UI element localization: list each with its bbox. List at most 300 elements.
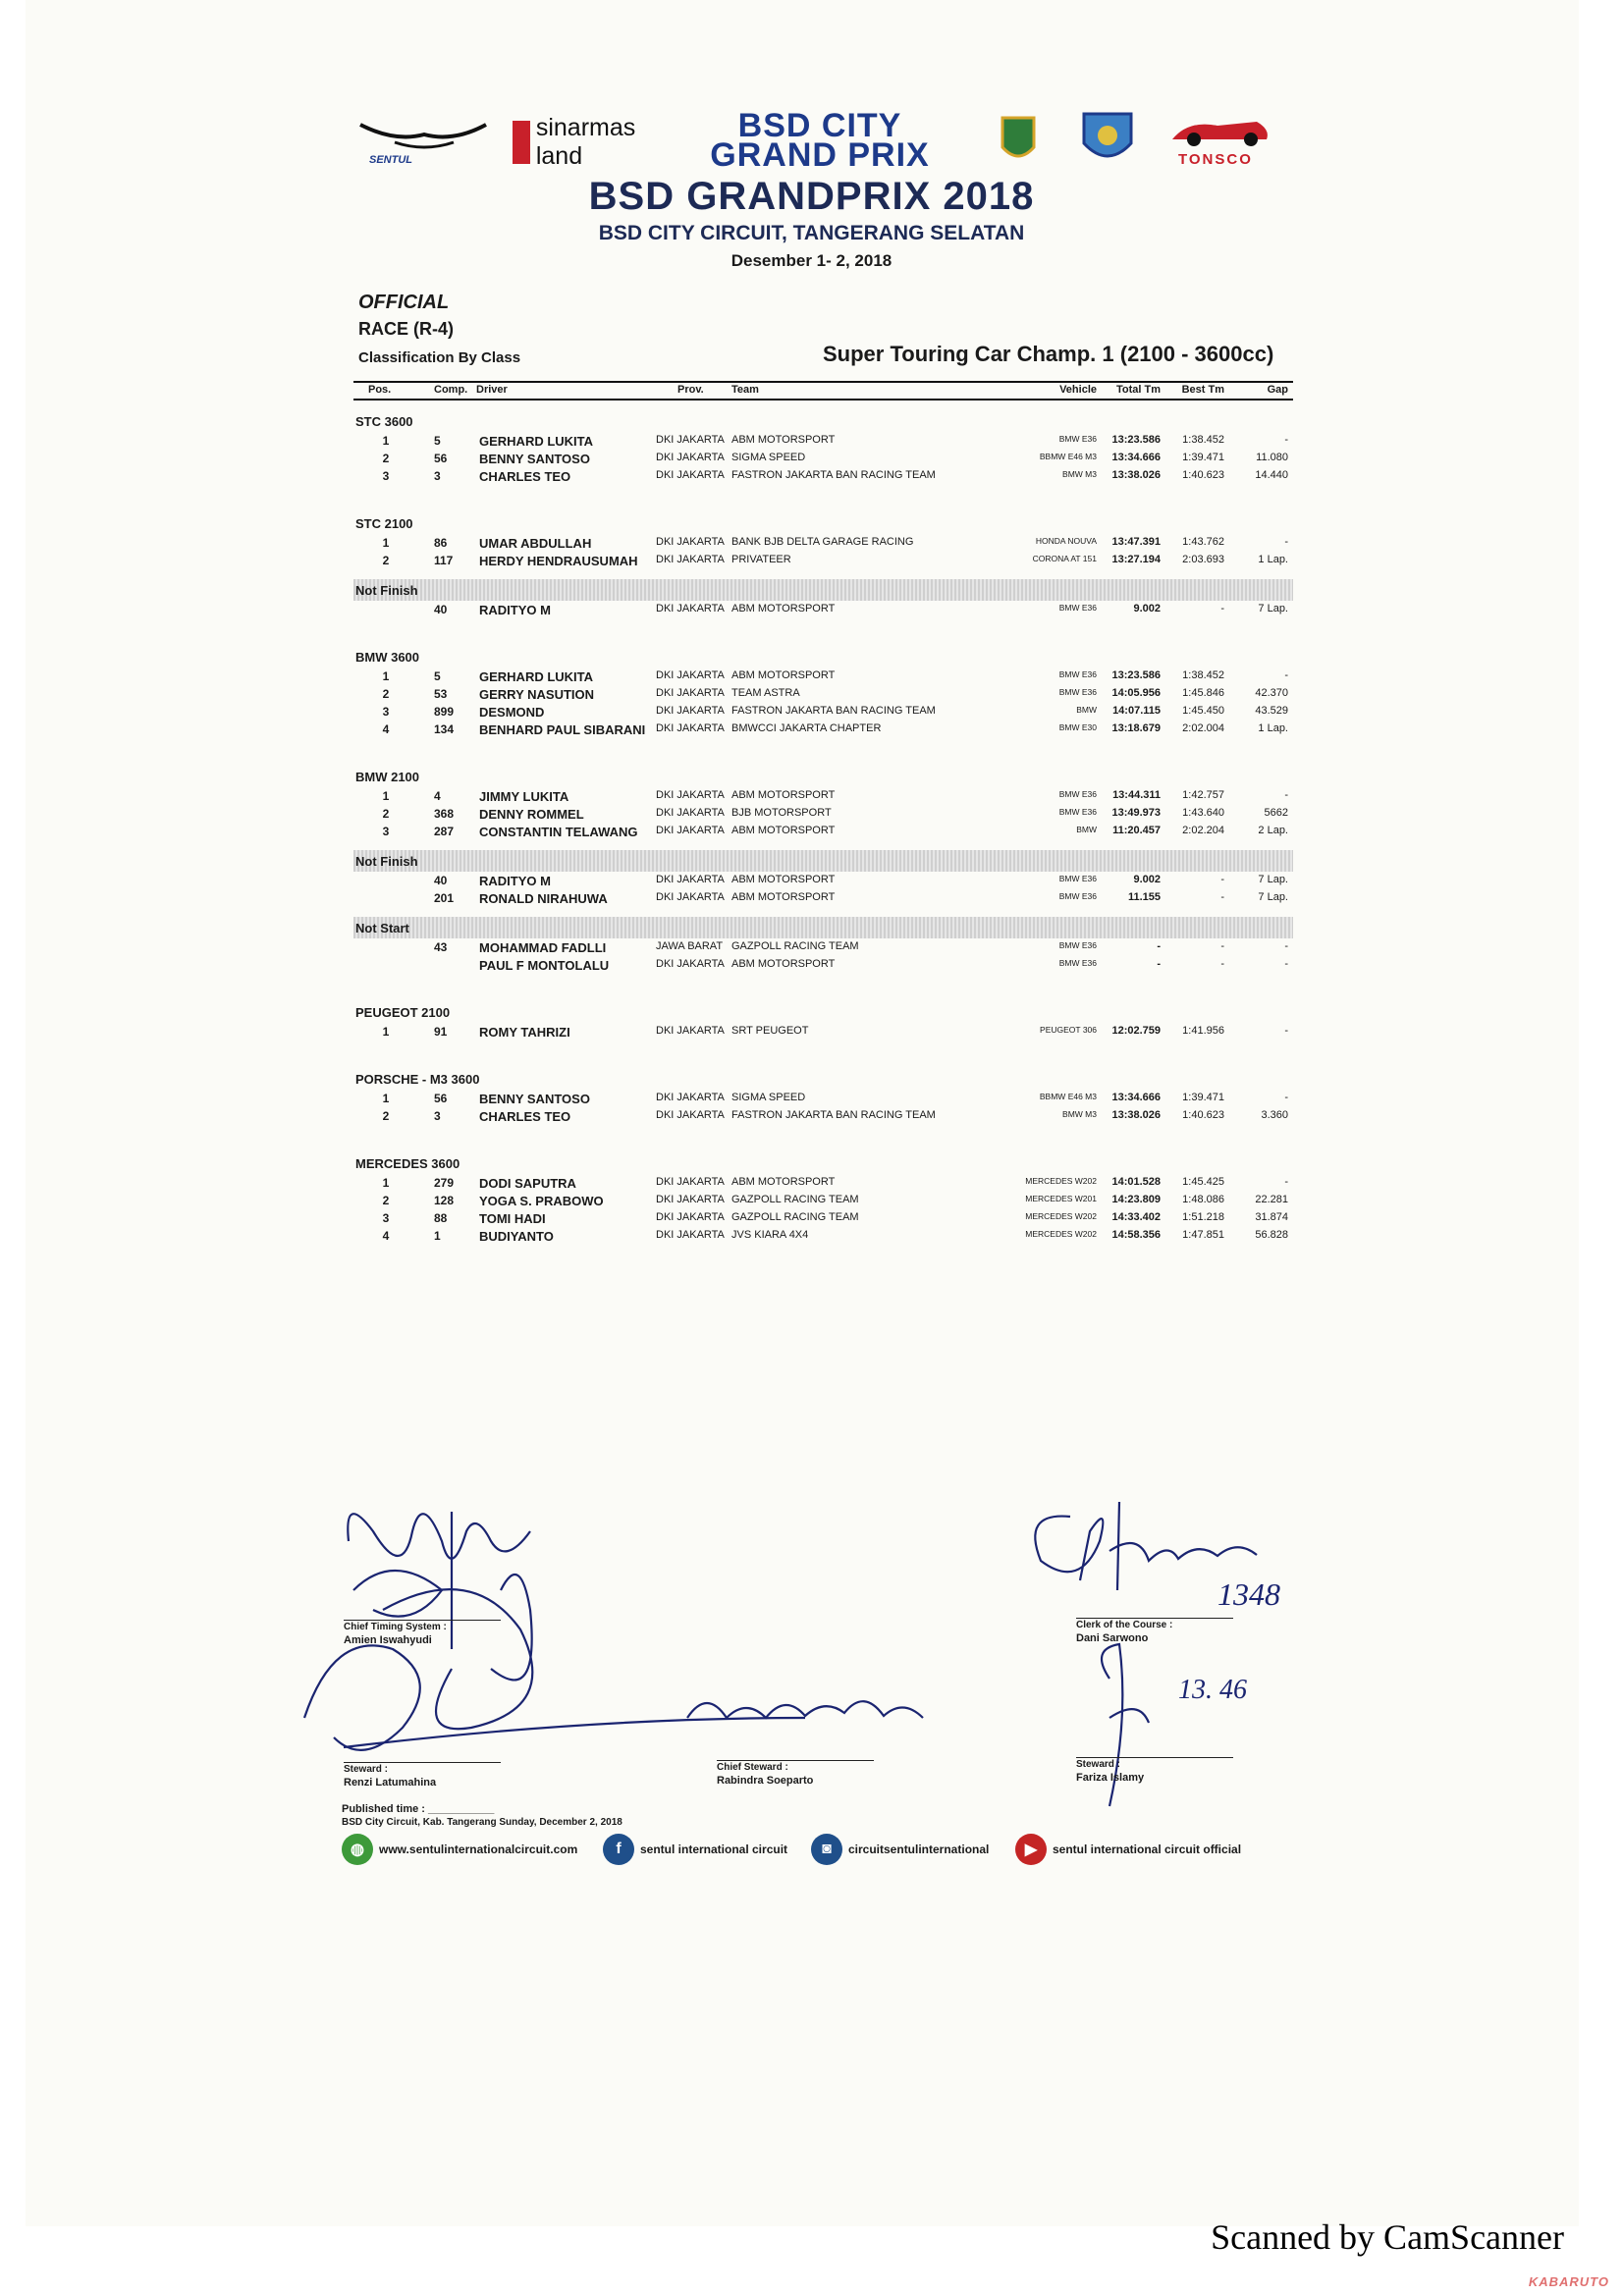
section-spacer [353, 738, 1293, 766]
cell-vehicle: BMW E36 [1058, 669, 1097, 679]
cell-total: 14:05.956 [1111, 687, 1161, 699]
section-title: STC 2100 [355, 516, 413, 531]
cell-prov: DKI JAKARTA [656, 1109, 725, 1121]
tonsco-logo-text: TONSCO [1178, 151, 1253, 168]
cell-driver: RADITYO M [479, 603, 551, 617]
table-row [353, 1107, 1293, 1125]
youtube-link[interactable] [1015, 1834, 1241, 1865]
cell-gap: 31.874 [1255, 1211, 1288, 1223]
section-header [353, 410, 1293, 432]
cell-comp: 201 [434, 891, 455, 905]
cell-vehicle: BMW E36 [1058, 434, 1097, 444]
cell-gap: - [1284, 669, 1288, 681]
section-spacer [353, 485, 1293, 512]
published-time: Published time : ___________ [342, 1803, 495, 1815]
sinarmasland-mark [513, 121, 530, 164]
cell-prov: DKI JAKARTA [656, 807, 725, 819]
col-driver: Driver [476, 384, 508, 396]
steward1-name: Renzi Latumahina [344, 1777, 437, 1789]
cell-pos: 2 [382, 807, 390, 821]
section-spacer [353, 974, 1293, 1001]
cell-driver: BUDIYANTO [479, 1229, 554, 1244]
table-row [353, 1023, 1293, 1041]
cell-prov: DKI JAKARTA [656, 825, 725, 836]
cell-best: 1:38.452 [1182, 669, 1224, 681]
cell-gap: 1 Lap. [1258, 554, 1288, 565]
cell-pos: 3 [382, 825, 390, 838]
cell-total: 13:27.194 [1111, 554, 1161, 565]
cell-prov: JAWA BARAT [656, 940, 724, 952]
page-edge [1579, 0, 1623, 2226]
cell-team: GAZPOLL RACING TEAM [731, 1194, 859, 1205]
facebook-icon: f [603, 1834, 634, 1865]
cell-best: - [1220, 958, 1224, 970]
cell-prov: DKI JAKARTA [656, 1229, 725, 1241]
cell-driver: CONSTANTIN TELAWANG [479, 825, 638, 839]
cell-vehicle: BMW E36 [1058, 958, 1097, 968]
cell-driver: HERDY HENDRAUSUMAH [479, 554, 638, 568]
cell-total: 13:23.586 [1111, 669, 1161, 681]
cell-best: 2:02.004 [1182, 722, 1224, 734]
col-best: Best Tm [1181, 384, 1224, 396]
cell-best: 1:45.450 [1182, 705, 1224, 717]
cell-comp: 128 [434, 1194, 455, 1207]
results-table [353, 381, 1293, 1245]
cell-driver: YOGA S. PRABOWO [479, 1194, 604, 1208]
cell-prov: DKI JAKARTA [656, 687, 725, 699]
cell-gap: 1 Lap. [1258, 722, 1288, 734]
cell-gap: 7 Lap. [1258, 874, 1288, 885]
cell-driver: BENNY SANTOSO [479, 452, 590, 466]
shield-icon [1080, 108, 1135, 169]
race-car-icon [1168, 110, 1274, 149]
clerk-name: Dani Sarwono [1076, 1632, 1149, 1644]
cell-best: 1:42.757 [1182, 789, 1224, 801]
cell-pos: 1 [382, 434, 390, 448]
club-shield-logo [1080, 108, 1135, 169]
cell-total: 11.155 [1127, 891, 1161, 903]
cell-driver: JIMMY LUKITA [479, 789, 569, 804]
facebook-link[interactable] [603, 1834, 787, 1865]
cell-pos: 1 [382, 669, 390, 683]
cell-gap: - [1284, 1092, 1288, 1103]
cell-best: 1:40.623 [1182, 469, 1224, 481]
cell-team: FASTRON JAKARTA BAN RACING TEAM [731, 1109, 936, 1121]
cell-team: SRT PEUGEOT [731, 1025, 809, 1037]
cell-total: 13:38.026 [1111, 469, 1161, 481]
cell-total: - [1157, 940, 1161, 952]
sinarmasland-logo-text: sinarmas land [535, 114, 636, 170]
cell-total: 13:18.679 [1111, 722, 1161, 734]
cell-best: - [1220, 891, 1224, 903]
cell-team: ABM MOTORSPORT [731, 434, 836, 446]
cell-vehicle: BBMW E46 M3 [1039, 1092, 1097, 1101]
cell-team: ABM MOTORSPORT [731, 603, 836, 614]
cell-gap: 22.281 [1255, 1194, 1288, 1205]
col-vehicle: Vehicle [1059, 384, 1097, 396]
cell-team: BMWCCI JAKARTA CHAPTER [731, 722, 882, 734]
cell-prov: DKI JAKARTA [656, 603, 725, 614]
championship-title: Super Touring Car Champ. 1 (2100 - 3600cc) [823, 342, 1274, 366]
website-text: www.sentulinternationalcircuit.com [379, 1842, 578, 1856]
cell-prov: DKI JAKARTA [656, 874, 725, 885]
table-row [353, 703, 1293, 721]
cell-prov: DKI JAKARTA [656, 1176, 725, 1188]
cell-driver: DESMOND [479, 705, 545, 720]
cell-prov: DKI JAKARTA [656, 434, 725, 446]
cell-vehicle: BMW E36 [1058, 807, 1097, 817]
table-row [353, 1192, 1293, 1209]
table-row [353, 450, 1293, 467]
cell-prov: DKI JAKARTA [656, 1211, 725, 1223]
cell-vehicle: BMW [1076, 705, 1097, 715]
cell-best: 1:38.452 [1182, 434, 1224, 446]
cell-total: 11:20.457 [1112, 825, 1161, 836]
cell-driver: ROMY TAHRIZI [479, 1025, 570, 1040]
section-header [353, 917, 1293, 938]
cell-driver: CHARLES TEO [479, 469, 571, 484]
cell-vehicle: BBMW E46 M3 [1039, 452, 1097, 461]
cell-vehicle: BMW E36 [1058, 789, 1097, 799]
cell-total: 13:23.586 [1111, 434, 1161, 446]
cell-best: 1:43.762 [1182, 536, 1224, 548]
cell-driver: BENHARD PAUL SIBARANI [479, 722, 646, 737]
cell-gap: 7 Lap. [1258, 891, 1288, 903]
chief-timing-line [344, 1620, 501, 1621]
cell-total: 14:01.528 [1111, 1176, 1161, 1188]
cell-best: 1:51.218 [1182, 1211, 1224, 1223]
table-body [353, 400, 1293, 1245]
section-spacer [353, 1125, 1293, 1152]
cell-prov: DKI JAKARTA [656, 891, 725, 903]
circuit-date-line: BSD City Circuit, Kab. Tangerang Sunday, December 2, 2018 [342, 1817, 622, 1828]
table-row [353, 956, 1293, 974]
cell-driver: BENNY SANTOSO [479, 1092, 590, 1106]
page-title: BSD GRANDPRIX 2018 [588, 175, 1035, 218]
table-row [353, 721, 1293, 738]
steward2-name: Fariza Islamy [1076, 1772, 1145, 1784]
cell-total: 9.002 [1133, 603, 1161, 614]
cell-comp: 56 [434, 452, 448, 465]
cell-comp: 53 [434, 687, 448, 701]
section-header [353, 579, 1293, 601]
cell-gap: 42.370 [1255, 687, 1288, 699]
section-title: BMW 2100 [355, 770, 420, 784]
race-label: RACE (R-4) [358, 319, 454, 339]
cell-comp: 88 [434, 1211, 448, 1225]
col-pos: Pos. [368, 384, 392, 396]
table-row [353, 889, 1293, 907]
instagram-link[interactable] [811, 1834, 989, 1865]
cell-comp: 91 [434, 1025, 448, 1039]
cell-comp: 5 [434, 669, 441, 683]
cell-team: BJB MOTORSPORT [731, 807, 832, 819]
cell-team: ABM MOTORSPORT [731, 825, 836, 836]
cell-team: ABM MOTORSPORT [731, 789, 836, 801]
section-header [353, 1152, 1293, 1174]
cell-comp: 117 [434, 554, 454, 567]
table-row [353, 432, 1293, 450]
cell-total: 9.002 [1133, 874, 1161, 885]
cell-team: PRIVATEER [731, 554, 791, 565]
cell-prov: DKI JAKARTA [656, 789, 725, 801]
cell-prov: DKI JAKARTA [656, 536, 725, 548]
section-header [353, 646, 1293, 667]
cell-pos: 2 [382, 687, 390, 701]
cell-vehicle: BMW E36 [1058, 940, 1097, 950]
section-spacer [353, 618, 1293, 646]
cell-prov: DKI JAKARTA [656, 705, 725, 717]
cell-pos: 1 [382, 1092, 390, 1105]
cell-gap: 3.360 [1261, 1109, 1288, 1121]
cell-prov: DKI JAKARTA [656, 1092, 725, 1103]
cell-pos: 2 [382, 452, 390, 465]
cell-total: 13:49.973 [1111, 807, 1161, 819]
table-row [353, 552, 1293, 569]
table-row [353, 667, 1293, 685]
steward1-label: Steward : [344, 1764, 389, 1775]
cell-pos: 3 [382, 705, 390, 719]
section-title: Not Finish [355, 583, 418, 598]
cell-gap: - [1284, 1025, 1288, 1037]
section-title: Not Start [355, 921, 409, 935]
table-row [353, 1090, 1293, 1107]
cell-vehicle: BMW M3 [1062, 1109, 1097, 1119]
cell-comp: 899 [434, 705, 455, 719]
chief-steward-label: Chief Steward : [717, 1762, 788, 1773]
table-row [353, 787, 1293, 805]
cell-best: 2:03.693 [1182, 554, 1224, 565]
section-title: MERCEDES 3600 [355, 1156, 460, 1171]
cell-driver: GERHARD LUKITA [479, 669, 594, 684]
cell-prov: DKI JAKARTA [656, 554, 725, 565]
cell-gap: - [1284, 789, 1288, 801]
table-row [353, 872, 1293, 889]
handwritten-time-1: 1348 [1217, 1576, 1280, 1612]
tangerang-selatan-crest [999, 110, 1038, 167]
cell-driver: MOHAMMAD FADLLI [479, 940, 607, 955]
steward2-label: Steward : [1076, 1759, 1121, 1770]
section-header [353, 766, 1293, 787]
cell-comp: 5 [434, 434, 441, 448]
cell-vehicle: BMW E36 [1058, 687, 1097, 697]
cell-team: ABM MOTORSPORT [731, 874, 836, 885]
cell-team: GAZPOLL RACING TEAM [731, 1211, 859, 1223]
handwritten-signatures [295, 1472, 1375, 1845]
cell-vehicle: CORONA AT 151 [1032, 554, 1097, 563]
cell-comp: 40 [434, 874, 448, 887]
website-link[interactable] [342, 1834, 577, 1865]
steward2-line [1076, 1757, 1233, 1758]
cell-gap: 43.529 [1255, 705, 1288, 717]
cell-vehicle: BMW [1076, 825, 1097, 834]
cell-vehicle: MERCEDES W202 [1025, 1176, 1097, 1186]
section-spacer [353, 569, 1293, 579]
cell-driver: DENNY ROMMEL [479, 807, 584, 822]
cell-vehicle: BMW M3 [1062, 469, 1097, 479]
cell-prov: DKI JAKARTA [656, 669, 725, 681]
cell-gap: - [1284, 958, 1288, 970]
cell-pos: 2 [382, 1194, 390, 1207]
section-spacer [353, 907, 1293, 917]
cell-team: FASTRON JAKARTA BAN RACING TEAM [731, 469, 936, 481]
globe-icon: ◍ [342, 1834, 373, 1865]
chief-timing-name: Amien Iswahyudi [344, 1634, 432, 1646]
handwritten-time-2: 13. 46 [1178, 1675, 1247, 1705]
cell-team: TEAM ASTRA [731, 687, 800, 699]
cell-total: 13:47.391 [1111, 536, 1161, 548]
col-comp: Comp. [434, 384, 468, 396]
cell-team: BANK BJB DELTA GARAGE RACING [731, 536, 914, 548]
cell-pos: 4 [382, 722, 390, 736]
section-title: STC 3600 [355, 414, 413, 429]
facebook-text: sentul international circuit [640, 1842, 788, 1856]
cell-pos: 1 [382, 1025, 390, 1039]
cell-gap: - [1284, 940, 1288, 952]
cell-total: 13:44.311 [1112, 789, 1161, 801]
cell-best: 1:41.956 [1182, 1025, 1224, 1037]
cell-comp: 3 [434, 1109, 441, 1123]
cell-pos: 1 [382, 789, 390, 803]
chief-timing-label: Chief Timing System : [344, 1622, 447, 1632]
chief-steward-line [717, 1760, 874, 1761]
crest-icon [999, 110, 1038, 167]
cell-comp: 40 [434, 603, 448, 616]
instagram-text: circuitsentulinternational [848, 1842, 990, 1856]
cell-driver: CHARLES TEO [479, 1109, 571, 1124]
section-header [353, 512, 1293, 534]
cell-vehicle: PEUGEOT 306 [1040, 1025, 1097, 1035]
cell-total: 12:02.759 [1111, 1025, 1161, 1037]
cell-prov: DKI JAKARTA [656, 722, 725, 734]
table-row [353, 1227, 1293, 1245]
watermark: KABARUTO [1528, 2274, 1609, 2289]
cell-team: ABM MOTORSPORT [731, 1176, 836, 1188]
section-spacer [353, 1041, 1293, 1068]
cell-vehicle: MERCEDES W202 [1025, 1229, 1097, 1239]
cell-best: 1:47.851 [1182, 1229, 1224, 1241]
cell-prov: DKI JAKARTA [656, 958, 725, 970]
cell-gap: 7 Lap. [1258, 603, 1288, 614]
cell-gap: 2 Lap. [1258, 825, 1288, 836]
cell-team: JVS KIARA 4X4 [731, 1229, 809, 1241]
col-gap: Gap [1267, 384, 1288, 396]
cell-total: 14:58.356 [1111, 1229, 1161, 1241]
cell-driver: RONALD NIRAHUWA [479, 891, 608, 906]
tonsco-logo [1168, 110, 1274, 171]
cell-best: 1:45.425 [1182, 1176, 1224, 1188]
cell-gap: - [1284, 1176, 1288, 1188]
cell-vehicle: BMW E30 [1058, 722, 1097, 732]
cell-best: 1:39.471 [1182, 1092, 1224, 1103]
table-row [353, 805, 1293, 823]
cell-gap: 5662 [1264, 807, 1288, 819]
cell-driver: GERRY NASUTION [479, 687, 595, 702]
table-row [353, 601, 1293, 618]
cell-vehicle: HONDA NOUVA [1035, 536, 1097, 546]
steward1-line [344, 1762, 501, 1763]
section-header [353, 1068, 1293, 1090]
cell-best: - [1220, 603, 1224, 614]
cell-total: 14:07.115 [1112, 705, 1161, 717]
table-row [353, 823, 1293, 840]
cell-gap: - [1284, 434, 1288, 446]
cell-prov: DKI JAKARTA [656, 1025, 725, 1037]
bsd-city-grand-prix-logo-text: BSD CITY GRAND PRIX [710, 107, 930, 174]
table-row [353, 938, 1293, 956]
cell-best: 1:43.640 [1182, 807, 1224, 819]
cell-total: 14:33.402 [1111, 1211, 1161, 1223]
cell-driver: DODI SAPUTRA [479, 1176, 576, 1191]
col-prov: Prov. [677, 384, 704, 396]
cell-vehicle: BMW E36 [1058, 874, 1097, 883]
cell-comp: 86 [434, 536, 448, 550]
col-total: Total Tm [1115, 384, 1161, 396]
cell-total: - [1157, 958, 1161, 970]
cell-comp: 3 [434, 469, 441, 483]
cell-gap: 56.828 [1255, 1229, 1288, 1241]
section-spacer [353, 400, 1293, 410]
cell-comp: 368 [434, 807, 455, 821]
cell-team: GAZPOLL RACING TEAM [731, 940, 859, 952]
cell-total: 13:38.026 [1111, 1109, 1161, 1121]
cell-driver: TOMI HADI [479, 1211, 546, 1226]
clerk-label: Clerk of the Course : [1076, 1620, 1173, 1630]
cell-prov: DKI JAKARTA [656, 469, 725, 481]
cell-pos: 1 [382, 1176, 390, 1190]
cell-comp: 279 [434, 1176, 455, 1190]
instagram-icon: ◙ [811, 1834, 842, 1865]
cell-total: 14:23.809 [1111, 1194, 1161, 1205]
table-row [353, 534, 1293, 552]
cell-team: ABM MOTORSPORT [731, 958, 836, 970]
cell-pos: 3 [382, 1211, 390, 1225]
table-header [353, 381, 1293, 400]
cell-total: 13:34.666 [1111, 1092, 1161, 1103]
cell-total: 13:34.666 [1111, 452, 1161, 463]
cell-driver: GERHARD LUKITA [479, 434, 594, 449]
cell-vehicle: BMW E36 [1058, 603, 1097, 613]
youtube-text: sentul international circuit official [1053, 1842, 1242, 1856]
cell-team: ABM MOTORSPORT [731, 669, 836, 681]
cell-team: SIGMA SPEED [731, 1092, 806, 1103]
cell-comp: 287 [434, 825, 455, 838]
cell-gap: 11.080 [1256, 452, 1288, 463]
cell-comp: 43 [434, 940, 448, 954]
cell-best: 1:48.086 [1182, 1194, 1224, 1205]
section-spacer [353, 840, 1293, 850]
cell-comp: 56 [434, 1092, 448, 1105]
cell-gap: 14.440 [1255, 469, 1288, 481]
cell-team: ABM MOTORSPORT [731, 891, 836, 903]
cell-pos: 3 [382, 469, 390, 483]
scanner-label: Scanned by CamScanner [1211, 2217, 1564, 2257]
col-team: Team [731, 384, 759, 396]
cell-best: 2:02.204 [1182, 825, 1224, 836]
classification-label: Classification By Class [358, 349, 521, 366]
cell-best: 1:39.471 [1182, 452, 1224, 463]
bsd-city-grand-prix-logo [677, 106, 962, 175]
section-title: PORSCHE - M3 3600 [355, 1072, 480, 1087]
youtube-icon: ▶ [1015, 1834, 1047, 1865]
cell-driver: PAUL F MONTOLALU [479, 958, 610, 973]
table-row [353, 1174, 1293, 1192]
cell-pos: 1 [382, 536, 390, 550]
cell-team: SIGMA SPEED [731, 452, 806, 463]
chief-steward-name: Rabindra Soeparto [717, 1775, 814, 1787]
cell-driver: UMAR ABDULLAH [479, 536, 592, 551]
table-row [353, 1209, 1293, 1227]
